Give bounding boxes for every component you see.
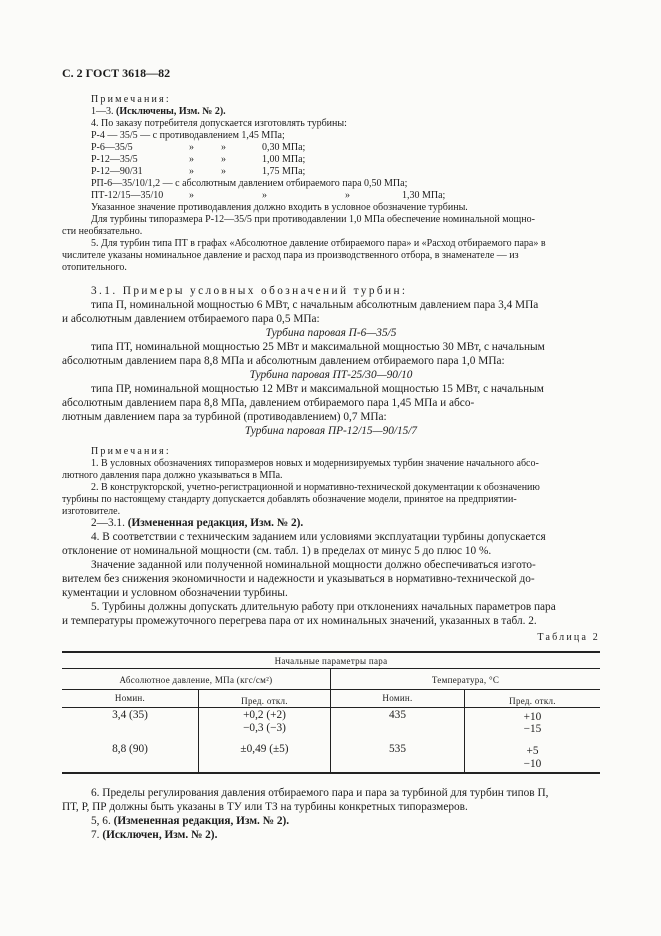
paragraph-4b: Значение заданной или полученной номинальной мощности должно обеспечиваться изгото-	[91, 559, 536, 571]
note-2: 2. В конструкторской, учетно-регистрационной и нормативно-технической документации к обозначению	[91, 482, 540, 493]
page-header: С. 2 ГОСТ 3618—82	[62, 66, 171, 80]
cell-pressure-deviation: −0,3 (−3)	[243, 722, 286, 734]
ditto-mark: »	[189, 142, 194, 153]
table-rule	[62, 668, 600, 669]
column-header-deviation-pressure: Пред. откл.	[241, 696, 288, 706]
paragraph-6: ПТ, Р, ПР должны быть указаны в ТУ или ТЗ на турбины конкретных типоразмеров.	[62, 801, 468, 813]
turbine-variant: РП-6—35/10/1,2 — с абсолютным давлением отбираемого пара 0,50 МПа;	[91, 178, 408, 189]
note-5: отопительного.	[62, 262, 127, 273]
turbine-variant-name: ПТ-12/15—35/10	[91, 190, 164, 201]
cell-temperature-nominal: 535	[389, 743, 406, 755]
turbine-variant-value: 1,00 МПа;	[262, 154, 306, 165]
paragraph-4: отклонение от номинальной мощности (см. табл. 1) в пределах от минус 5 до плюс 10 %.	[62, 545, 492, 557]
example-text: типа П, номинальной мощностью 6 МВт, с начальным абсолютным давлением пара 3,4 МПа	[91, 299, 539, 311]
turbine-variant-name: Р-12—35/5	[91, 154, 138, 165]
ditto-mark: »	[189, 154, 194, 165]
table-rule	[62, 772, 600, 774]
turbine-variant-name: Р-6—35/5	[91, 142, 133, 153]
paragraph-5: и температуры промежуточного перегрева пара от их номинальных значений, указанных в табл. 2.	[62, 615, 537, 627]
turbine-variant-value: 1,75 МПа;	[262, 166, 306, 177]
paragraph-7: 7. (Исключен, Изм. № 2).	[91, 829, 218, 841]
notes-title: Примечания:	[91, 94, 171, 105]
paragraph-6: 6. Пределы регулирования давления отбираемого пара и пара за турбиной для турбин типов П,	[91, 787, 549, 799]
note-4-extra: Для турбины типоразмера Р-12—35/5 при противодавлении 1,0 МПа обеспечение номинальной мощно-	[91, 214, 535, 225]
pressure-header: Абсолютное давление, МПа (кгс/см²)	[119, 675, 273, 685]
table-caption: Таблица 2	[537, 632, 600, 643]
cell-pressure-nominal: 8,8 (90)	[112, 743, 148, 755]
ditto-mark: »	[221, 142, 226, 153]
examples-heading: 3.1. Примеры условных обозначений турбин:	[91, 285, 408, 297]
example-text: типа ПР, номинальной мощностью 12 МВт и максимальной мощностью 15 МВт, с начальным	[91, 383, 544, 395]
note-1-3: 1—3. (Исключены, Изм. № 2).	[91, 106, 226, 117]
cell-pressure-deviation: +0,2 (+2)	[243, 709, 286, 721]
paragraph-4b: вителем без снижения экономичности и надежности и указываться в нормативно-технической до-	[62, 573, 535, 585]
table-rule	[62, 651, 600, 653]
ditto-mark: »	[189, 166, 194, 177]
ditto-mark: »	[221, 166, 226, 177]
ditto-mark: »	[262, 190, 267, 201]
note-2: изготовителе.	[62, 506, 121, 517]
turbine-variant-value: 0,30 МПа;	[262, 142, 306, 153]
example-text: и абсолютным давлением отбираемого пара 0,5 МПа:	[62, 313, 320, 325]
column-header-deviation-temperature: Пред. откл.	[509, 696, 556, 706]
temperature-header: Температура, °С	[431, 675, 500, 685]
note-1: лютного давления пара должно указываться в МПа.	[62, 470, 283, 481]
table-rule	[62, 689, 600, 690]
column-header-nominal-pressure: Номин.	[114, 693, 146, 703]
ditto-mark: »	[189, 190, 194, 201]
cell-pressure-deviation: ±0,49 (±5)	[240, 743, 289, 755]
example-designation: Турбина паровая П-6—35/5	[265, 327, 397, 339]
note-1: 1. В условных обозначениях типоразмеров новых и модернизируемых турбин значение начального абсо-	[91, 458, 539, 469]
note-4-intro: 4. По заказу потребителя допускается изготовлять турбины:	[91, 118, 347, 129]
example-text: абсолютным давлением пара 8,8 МПа, давлением отбираемого пара 1,45 МПа и абсо-	[62, 397, 475, 409]
note-2: турбины по настоящему стандарту допускается добавлять обозначение модели, принятое на предприятии-	[62, 494, 517, 505]
cell-pressure-nominal: 3,4 (35)	[112, 709, 148, 721]
cell-temperature-deviation: −15	[523, 723, 542, 735]
cell-temperature-deviation: +10	[523, 711, 542, 723]
note-5: числителе указаны номинальное давление и расход пара из производственного отбора, в знаменателе — из	[62, 250, 519, 261]
example-designation: Турбина паровая ПТ-25/30—90/10	[249, 369, 413, 381]
note-5: 5. Для турбин типа ПТ в графах «Абсолютное давление отбираемого пара» и «Расход отбираемого пара» в	[91, 238, 546, 249]
note-4-end: Указанное значение противодавления должно входить в условное обозначение турбины.	[91, 202, 468, 213]
paragraph-5: 5. Турбины должны допускать длительную работу при отклонениях начальных параметров пара	[91, 601, 556, 613]
cell-temperature-nominal: 435	[389, 709, 406, 721]
edition-note: 5, 6. (Измененная редакция, Изм. № 2).	[91, 815, 290, 827]
turbine-variant-name: Р-12—90/31	[91, 166, 143, 177]
edition-note: 2—3.1. (Измененная редакция, Изм. № 2).	[91, 517, 304, 529]
paragraph-4b: кументации и условном обозначении турбины.	[62, 587, 288, 599]
notes-title: Примечания:	[91, 446, 171, 457]
example-text: абсолютным давлением пара 8,8 МПа и абсолютным давлением отбираемого пара 1,0 МПа:	[62, 355, 505, 367]
turbine-variant: Р-4 — 35/5 — с противодавлением 1,45 МПа;	[91, 130, 285, 141]
column-header-nominal-temperature: Номин.	[382, 693, 413, 703]
ditto-mark: »	[221, 154, 226, 165]
example-text: типа ПТ, номинальной мощностью 25 МВт и максимальной мощностью 30 МВт, с начальным	[91, 341, 545, 353]
paragraph-4: 4. В соответствии с техническим заданием или условиями эксплуатации турбины допускается	[91, 531, 546, 543]
note-4-extra: сти необязательно.	[62, 226, 143, 237]
turbine-variant-value: 1,30 МПа;	[402, 190, 446, 201]
table-main-header: Начальные параметры пара	[274, 656, 388, 666]
example-text: лютным давлением пара за турбиной (противодавлением) 0,7 МПа:	[62, 411, 387, 423]
cell-temperature-deviation: −10	[523, 758, 542, 770]
example-designation: Турбина паровая ПР-12/15—90/15/7	[244, 425, 418, 437]
cell-temperature-deviation: +5	[526, 745, 539, 757]
ditto-mark: »	[345, 190, 350, 201]
